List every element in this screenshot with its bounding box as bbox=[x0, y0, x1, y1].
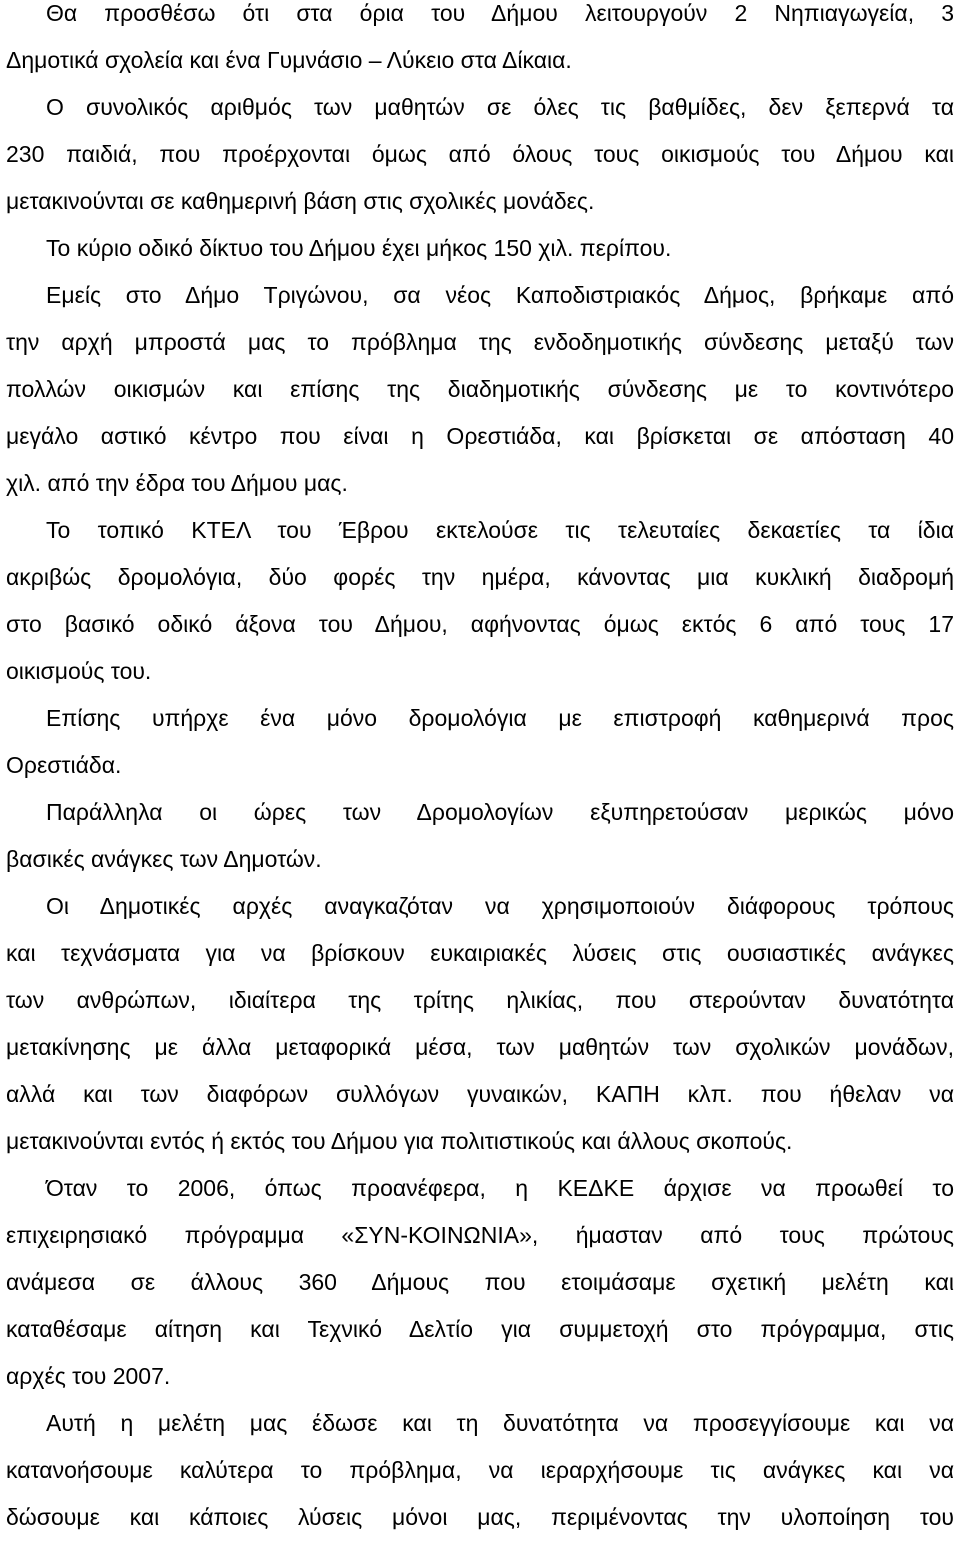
text-line: δώσουμε και κάποιες λύσεις μόνοι μας, περιμένοντας την υλοποίηση του bbox=[6, 1504, 954, 1530]
text-line: των ανθρώπων, ιδιαίτερα της τρίτης ηλικίας, που στερούνταν δυνατότητα bbox=[6, 987, 954, 1013]
text-line: Ο συνολικός αριθμός των μαθητών σε όλες τις βαθμίδες, δεν ξεπερνά τα bbox=[46, 94, 954, 120]
text-line: και τεχνάσματα για να βρίσκουν ευκαιριακές λύσεις στις ουσιαστικές ανάγκες bbox=[6, 940, 954, 966]
text-line: καταθέσαμε αίτηση και Τεχνικό Δελτίο για συμμετοχή στο πρόγραμμα, στις bbox=[6, 1316, 954, 1342]
text-line: Όταν το 2006, όπως προανέφερα, η ΚΕΔΚΕ άρχισε να προωθεί το bbox=[46, 1175, 954, 1201]
paragraph bbox=[6, 893, 954, 1175]
text-line: οικισμούς του. bbox=[6, 658, 152, 684]
text-line: πολλών οικισμών και επίσης της διαδημοτικής σύνδεσης με το κοντινότερο bbox=[6, 376, 954, 402]
text-line: κατανοήσουμε καλύτερα το πρόβλημα, να ιεραρχήσουμε τις ανάγκες και να bbox=[6, 1457, 954, 1483]
text-line: Οι Δημοτικές αρχές αναγκαζόταν να χρησιμοποιούν διάφορους τρόπους bbox=[46, 893, 954, 919]
text-line: Ορεστιάδα. bbox=[6, 752, 122, 778]
text-line: χιλ. από την έδρα του Δήμου μας. bbox=[6, 470, 348, 496]
text-line: Παράλληλα οι ώρες των Δρομολογίων εξυπηρετούσαν μερικώς μόνο bbox=[46, 799, 954, 825]
text-line: μετακινούνται εντός ή εκτός του Δήμου για πολιτιστικούς και άλλους σκοπούς. bbox=[6, 1128, 793, 1154]
text-line: την αρχή μπροστά μας το πρόβλημα της ενδοδημοτικής σύνδεσης μεταξύ των bbox=[6, 329, 954, 355]
text-line: αρχές του 2007. bbox=[6, 1363, 171, 1389]
paragraph bbox=[6, 1175, 954, 1410]
text-line: αλλά και των διαφόρων συλλόγων γυναικών, ΚΑΠΗ κλπ. που ήθελαν να bbox=[6, 1081, 954, 1107]
body-text bbox=[6, 0, 954, 1551]
paragraph bbox=[6, 1410, 954, 1551]
paragraph bbox=[6, 94, 954, 235]
text-line: 230 παιδιά, που προέρχονται όμως από όλους τους οικισμούς του Δήμου και bbox=[6, 141, 954, 167]
text-line: Επίσης υπήρχε ένα μόνο δρομολόγια με επιστροφή καθημερινά προς bbox=[46, 705, 954, 731]
text-line: βασικές ανάγκες των Δημοτών. bbox=[6, 846, 322, 872]
document-page bbox=[6, 0, 954, 1551]
text-line: επιχειρησιακό πρόγραμμα «ΣΥΝ-ΚΟΙΝΩΝΙΑ», ήμασταν από τους πρώτους bbox=[6, 1222, 954, 1248]
text-line: Αυτή η μελέτη μας έδωσε και τη δυνατότητα να προσεγγίσουμε και να bbox=[46, 1410, 954, 1436]
text-line: Θα προσθέσω ότι στα όρια του Δήμου λειτουργούν 2 Νηπιαγωγεία, 3 bbox=[46, 0, 954, 26]
paragraph bbox=[6, 0, 954, 94]
text-line: ανάμεσα σε άλλους 360 Δήμους που ετοιμάσαμε σχετική μελέτη και bbox=[6, 1269, 954, 1295]
text-line: Το κύριο οδικό δίκτυο του Δήμου έχει μήκος 150 χιλ. περίπου. bbox=[46, 235, 672, 261]
text-line: στο βασικό οδικό άξονα του Δήμου, αφήνοντας όμως εκτός 6 από τους 17 bbox=[6, 611, 954, 637]
paragraph bbox=[6, 517, 954, 705]
text-line: ακριβώς δρομολόγια, δύο φορές την ημέρα, κάνοντας μια κυκλική διαδρομή bbox=[6, 564, 954, 590]
text-line: Το τοπικό ΚΤΕΛ του Έβρου εκτελούσε τις τελευταίες δεκαετίες τα ίδια bbox=[46, 517, 954, 543]
text-line: μετακινούνται σε καθημερινή βάση στις σχολικές μονάδες. bbox=[6, 188, 595, 214]
text-line: μεγάλο αστικό κέντρο που είναι η Ορεστιάδα, και βρίσκεται σε απόσταση 40 bbox=[6, 423, 954, 449]
paragraph bbox=[6, 705, 954, 799]
text-line: μετακίνησης με άλλα μεταφορικά μέσα, των μαθητών των σχολικών μονάδων, bbox=[6, 1034, 954, 1060]
paragraph bbox=[6, 799, 954, 893]
paragraph bbox=[6, 282, 954, 517]
paragraph bbox=[6, 235, 954, 282]
text-line: Εμείς στο Δήμο Τριγώνου, σα νέος Καποδιστριακός Δήμος, βρήκαμε από bbox=[46, 282, 954, 308]
text-line: Δημοτικά σχολεία και ένα Γυμνάσιο – Λύκειο στα Δίκαια. bbox=[6, 47, 572, 73]
